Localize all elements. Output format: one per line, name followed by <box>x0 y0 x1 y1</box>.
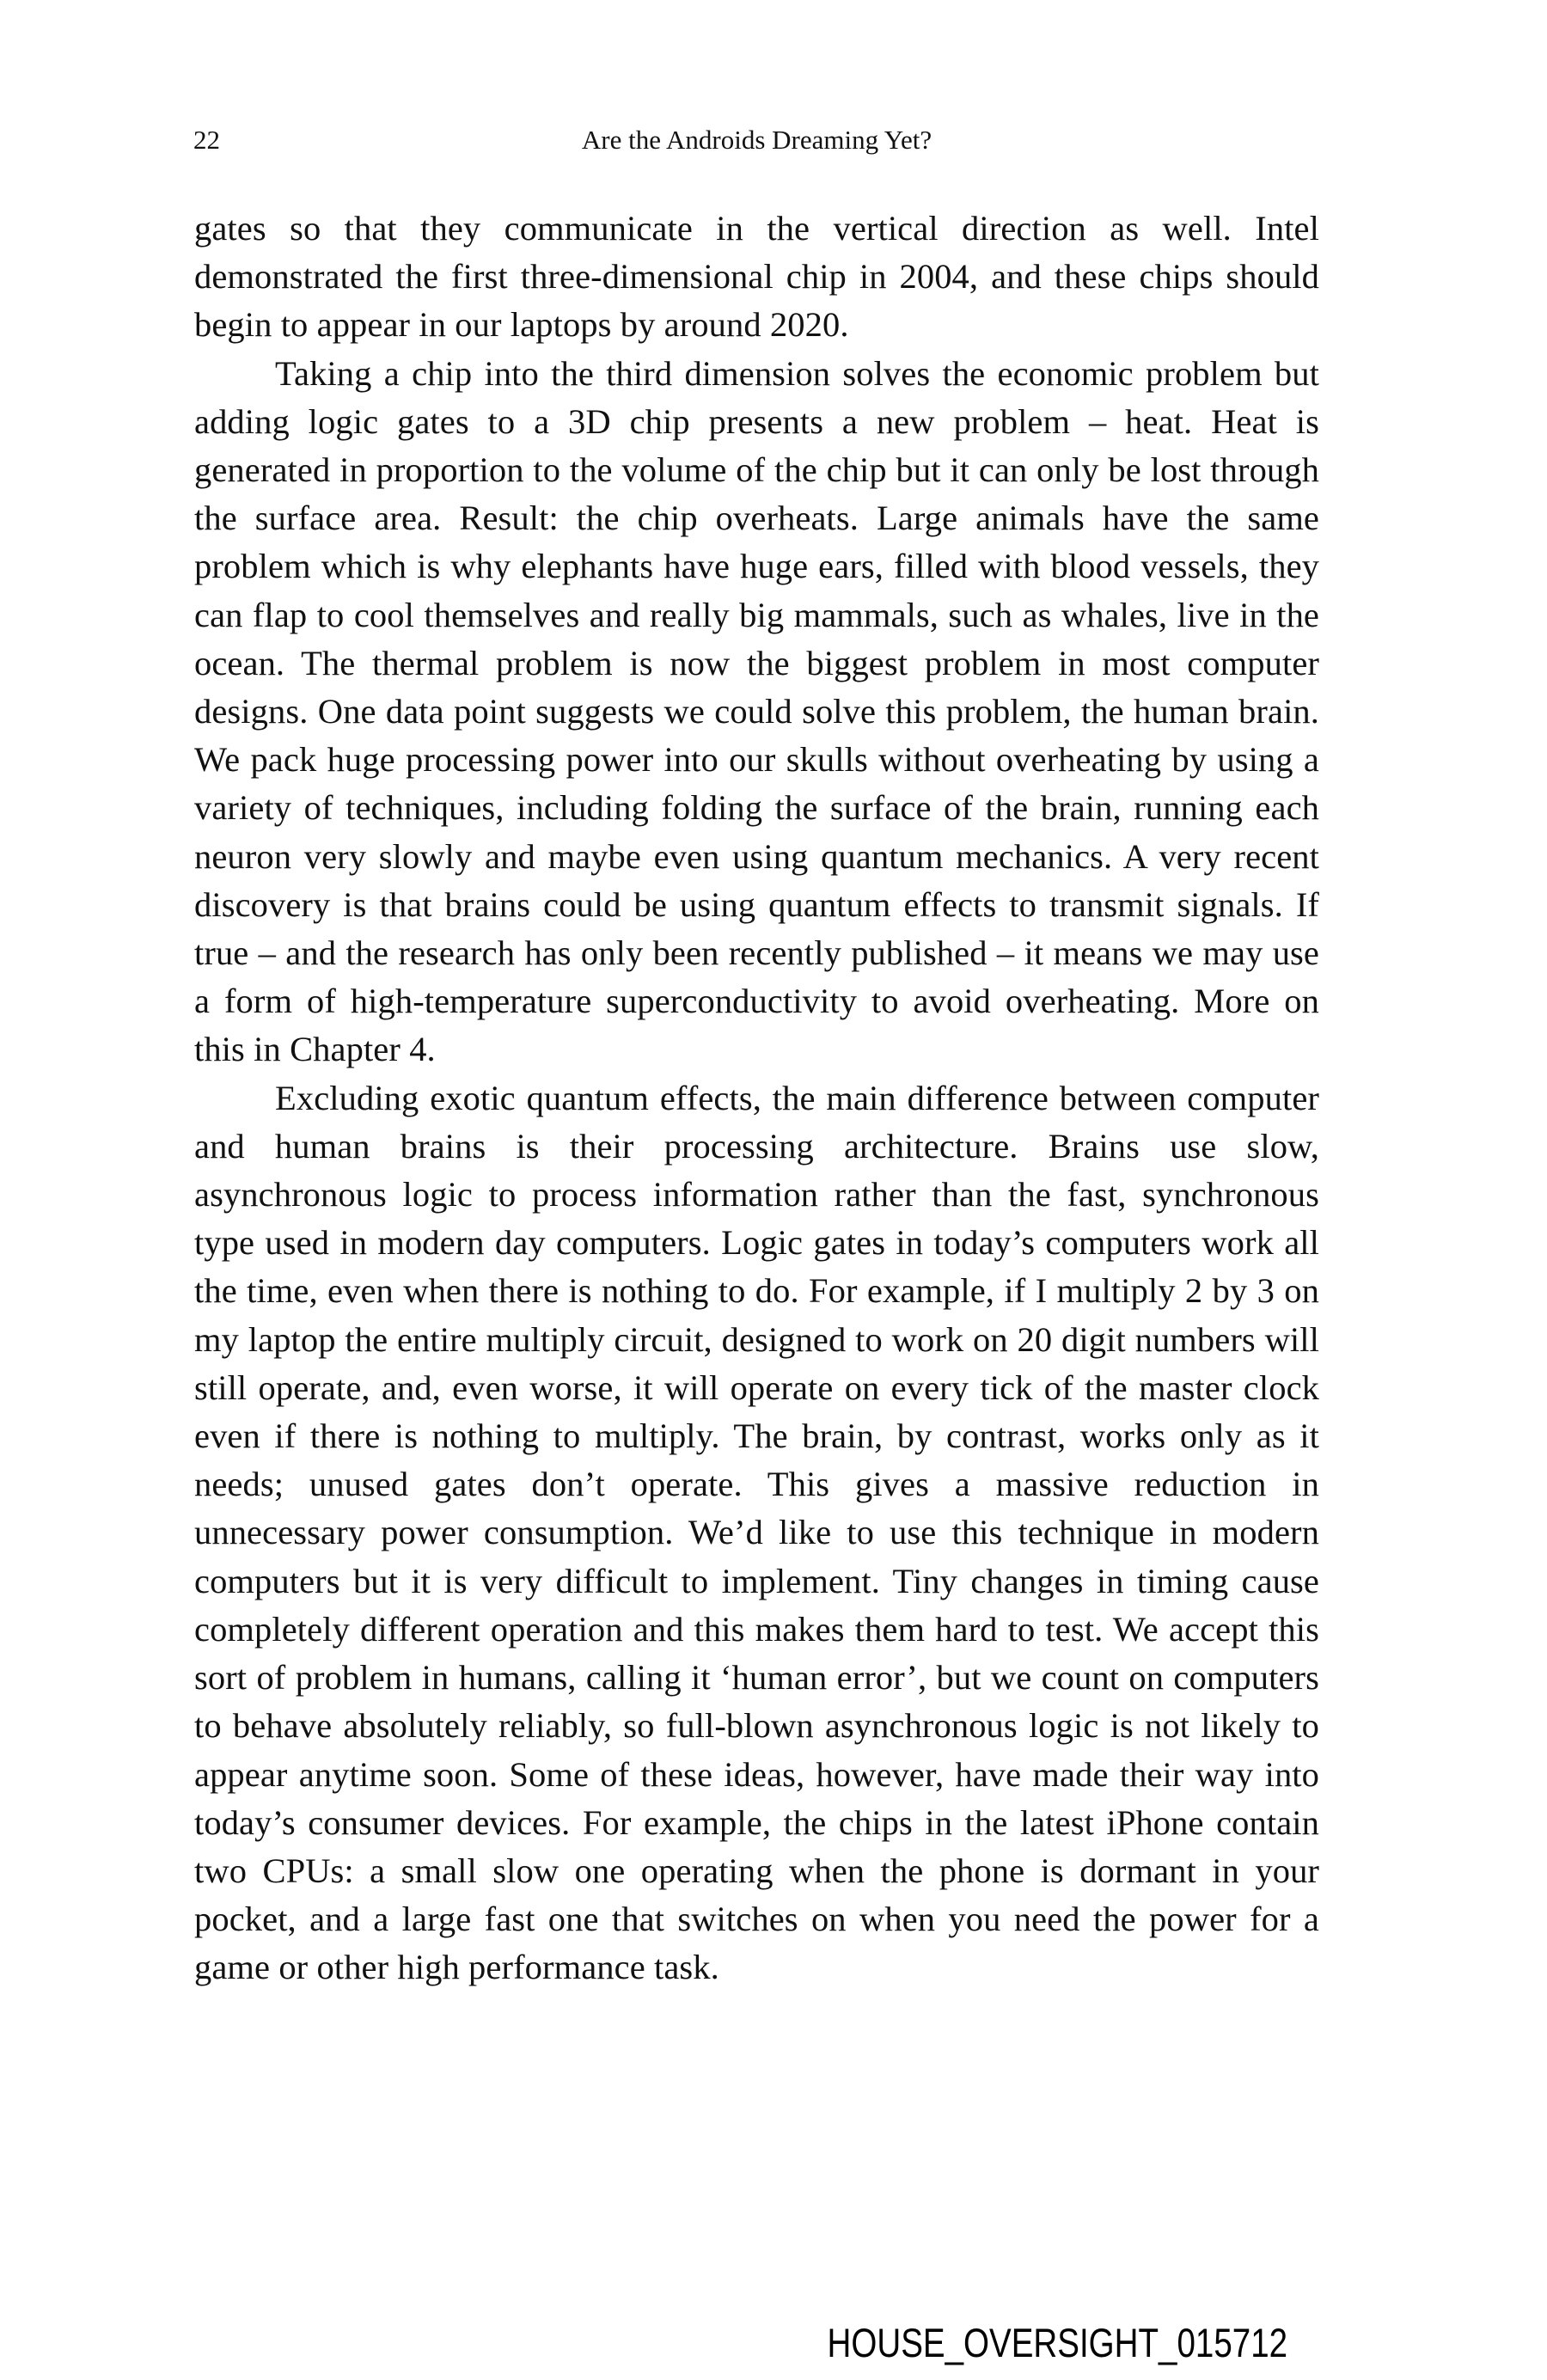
paragraph: Excluding exotic quantum effects, the main difference between computer and human brains is their processing architecture. Brains use slow, asynchronous logic to process information rather than the fast, synchronous type used in modern day computers. Logic gates in today’s computers work all the time, even when there is nothing to do. For example, if I multiply 2 by 3 on my laptop the entire multiply circuit, designed to work on 20 digit numbers will still operate, and, even worse, it will operate on every tick of the master clock even if there is nothing to multiply. The brain, by contrast, works only as it needs; unused gates don’t operate. This gives a massive reduction in unnecessary power consumption. We’d like to use this technique in modern computers but it is very difficult to implement. Tiny changes in timing cause completely different operation and this makes them hard to test. We accept this sort of problem in humans, calling it ‘human error’, but we count on computers to behave absolutely reliably, so full-blown asynchronous logic is not likely to appear anytime soon. Some of these ideas, however, have made their way into today’s consumer devices. For example, the chips in the latest iPhone contain two CPUs: a small slow one operating when the phone is dormant in your pocket, and a large fast one that switches on when you need the power for a game or other high performance task. <box>194 1078 1319 1987</box>
page-number: 22 <box>193 125 220 155</box>
bates-stamp: HOUSE_OVERSIGHT_015712 <box>827 2320 1287 2365</box>
paragraph: gates so that they communicate in the vertical direction as well. Intel demonstrated the first three-dimensional chip in 2004, and these chips should begin to appear in our laptops by around 2020. <box>194 209 1319 345</box>
body-text <box>194 205 1319 1992</box>
paragraph: Taking a chip into the third dimension solves the economic problem but adding logic gates to a 3D chip presents a new problem – heat. Heat is generated in proportion to the volume of the chip but it can only be lost through the surface area. Result: the chip overheats. Large animals have the same problem which is why elephants have huge ears, filled with blood vessels, they can flap to cool themselves and really big mammals, such as whales, live in the ocean. The thermal problem is now the biggest problem in most computer designs. One data point suggests we could solve this problem, the human brain. We pack huge processing power into our skulls without overheating by using a variety of techniques, including folding the surface of the brain, running each neuron very slowly and maybe even using quantum mechanics. A very recent discovery is that brains could be using quantum effects to transmit signals. If true – and the research has only been recently published – it means we may use a form of high-temperature superconductivity to avoid overheating. More on this in Chapter 4. <box>194 353 1319 1069</box>
running-head-title: Are the Androids Dreaming Yet? <box>581 125 932 155</box>
